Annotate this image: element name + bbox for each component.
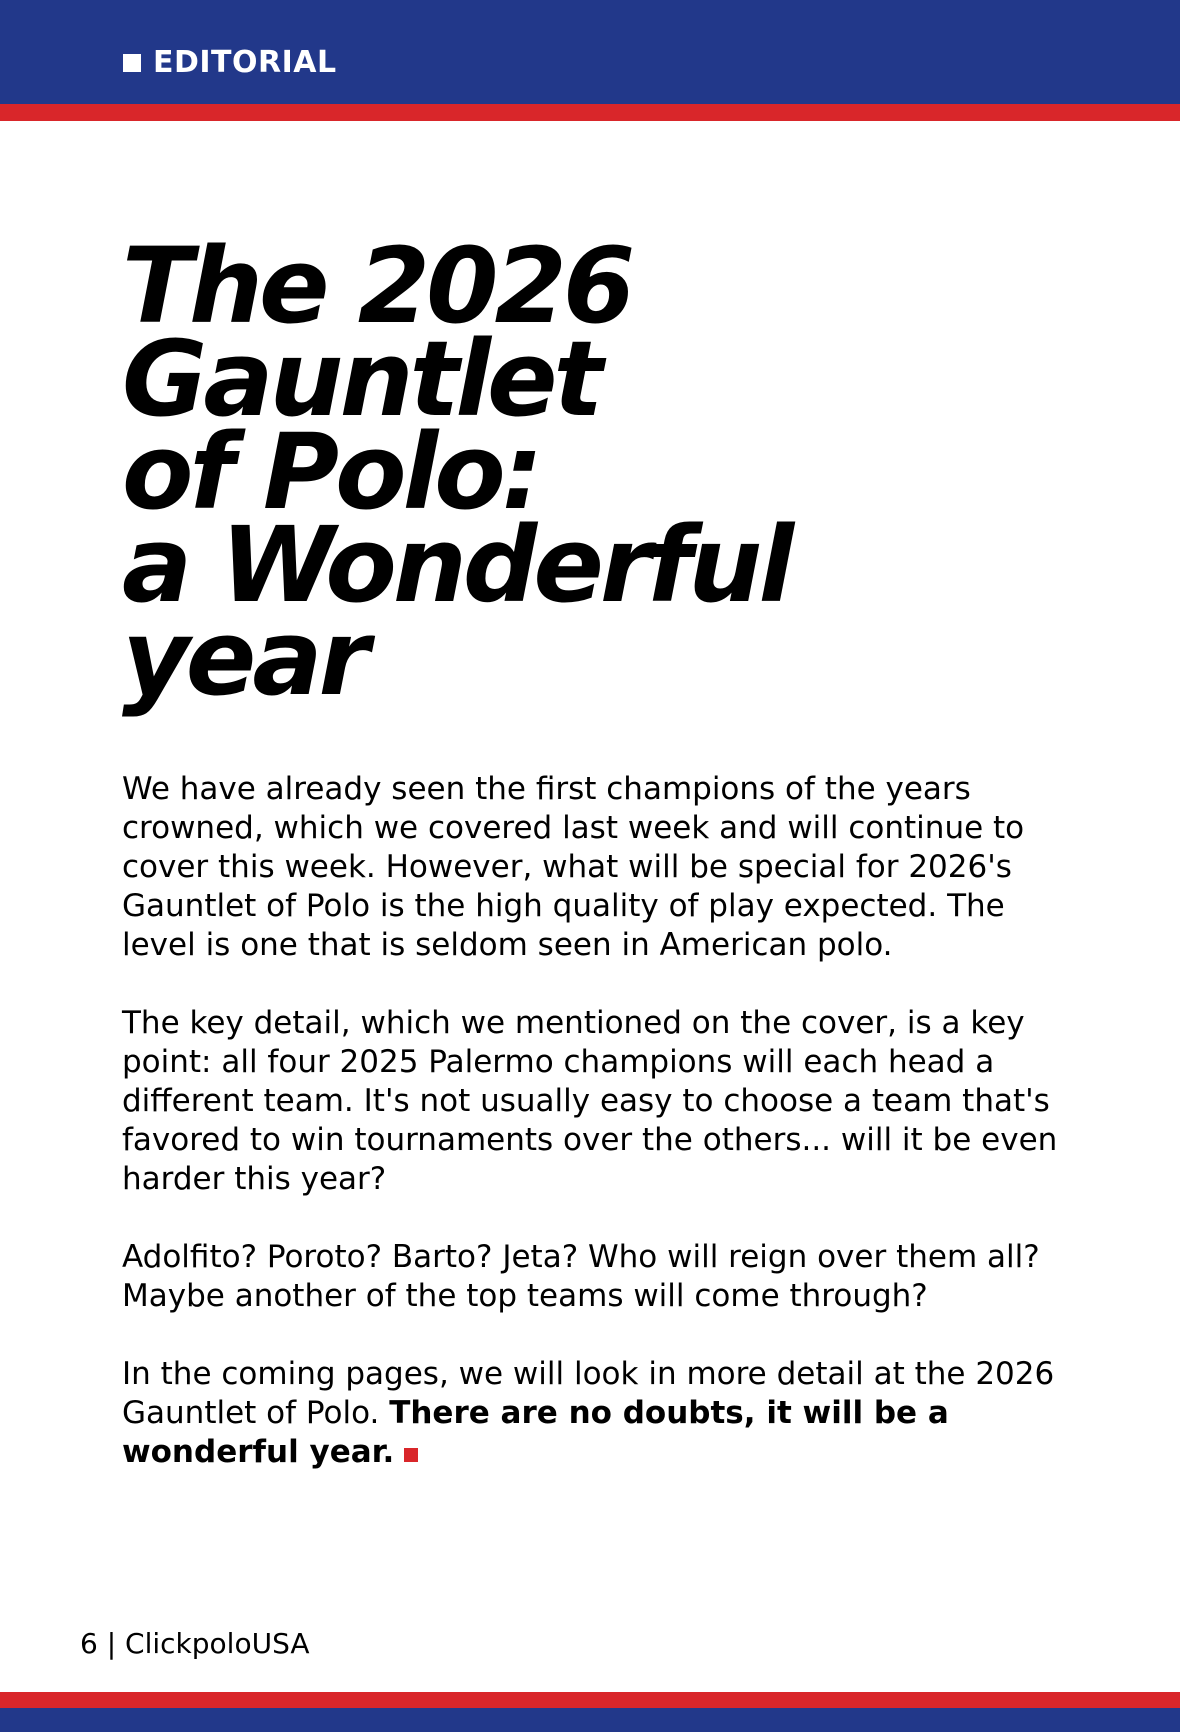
page-footer: 6 | ClickpoloUSA	[80, 1627, 310, 1660]
paragraph-2: The key detail, which we mentioned on the cover, is a key point: all four 2025 Palermo champions will each head a different team. It's not usually easy to choose a team that's favored to win tournaments over the others... will it be even harder this year?	[122, 1005, 1058, 1197]
end-mark-icon	[404, 1448, 418, 1462]
article-body	[122, 770, 1072, 1511]
footer-band	[0, 1708, 1180, 1732]
paragraph-4-regular: In the coming pages, we will look in more detail at the 2026 Gauntlet of Polo.	[122, 1356, 1055, 1431]
section-label-text: EDITORIAL	[153, 45, 337, 80]
headline-line-1: The 2026	[122, 225, 632, 347]
headline	[122, 225, 882, 719]
square-icon	[123, 54, 141, 72]
headline-line-3: of Polo:	[122, 411, 540, 533]
headline-line-2: Gauntlet	[122, 318, 600, 440]
headline-line-5: year	[122, 597, 366, 719]
paragraph-3: Adolfito? Poroto? Barto? Jeta? Who will reign over them all? Maybe another of the top teams will come through?	[122, 1239, 1040, 1314]
section-label	[123, 45, 337, 80]
paragraph-1: We have already seen the first champions of the years crowned, which we covered last week and will continue to cover this week. However, what will be special for 2026's Gauntlet of Polo is the high quality of play expected. The level is one that is seldom seen in American polo.	[122, 771, 1025, 963]
footer-red-stripe	[0, 1692, 1180, 1708]
header-red-stripe	[0, 104, 1180, 121]
headline-line-4: a Wonderful	[122, 504, 791, 626]
paragraph-4	[122, 1355, 1072, 1472]
paragraph-4-bold: There are no doubts, it will be a wonderful year.	[122, 1395, 949, 1470]
